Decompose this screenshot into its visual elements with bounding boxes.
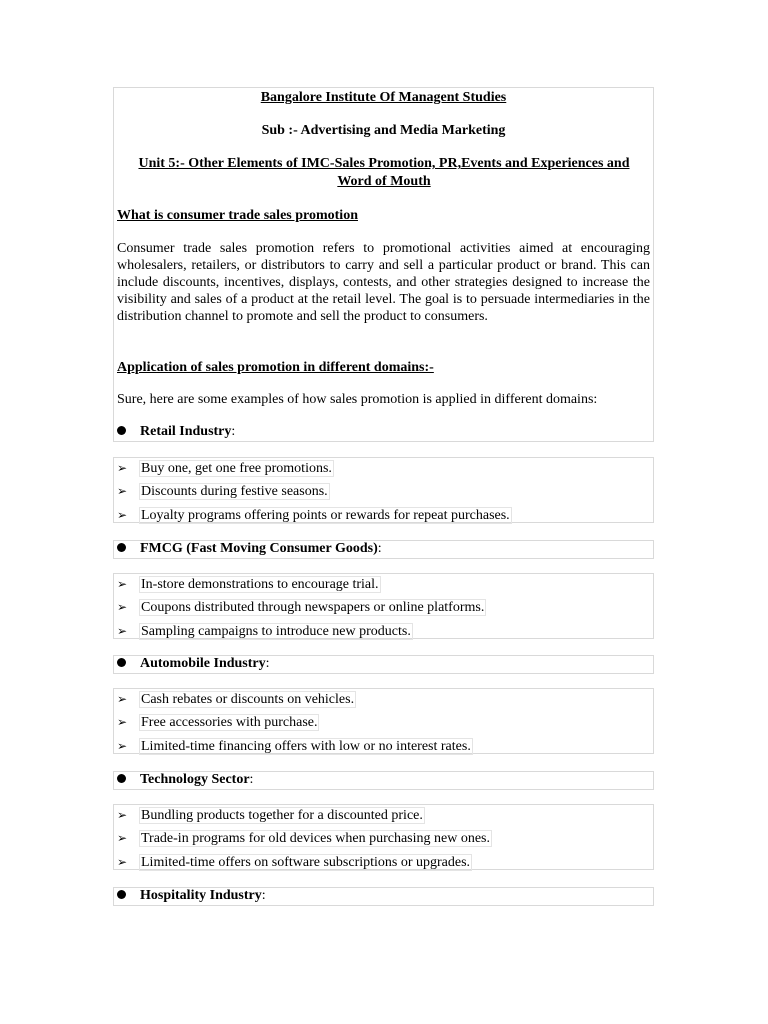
domain-heading-automobile: Automobile Industry: (113, 655, 654, 674)
arrow-bullet-icon: ➢ (117, 484, 128, 498)
bullet-icon (117, 543, 126, 552)
arrow-bullet-icon: ➢ (117, 715, 128, 729)
list-item: ➢ Free accessories with purchase. (117, 715, 318, 730)
fmcg-list (113, 573, 654, 639)
domain-title: Automobile Industry (140, 656, 266, 671)
list-item: ➢ Bundling products together for a discounted price. (117, 808, 423, 823)
arrow-bullet-icon: ➢ (117, 461, 128, 475)
consumer-trade-heading: What is consumer trade sales promotion (117, 208, 358, 223)
institute-title: Bangalore Institute Of Managent Studies (260, 90, 507, 105)
list-item: ➢ Buy one, get one free promotions. (117, 461, 332, 476)
technology-list (113, 804, 654, 870)
retail-list (113, 457, 654, 523)
bullet-icon (117, 890, 126, 899)
list-item: ➢ Cash rebates or discounts on vehicles. (117, 692, 355, 707)
domain-heading-fmcg: FMCG (Fast Moving Consumer Goods): (113, 540, 654, 559)
arrow-bullet-icon: ➢ (117, 508, 128, 522)
unit-title: Unit 5:- Other Elements of IMC-Sales Promotion, PR,Events and Experiences and Word of Mouth (138, 156, 630, 189)
bullet-icon (117, 774, 126, 783)
arrow-bullet-icon: ➢ (117, 831, 128, 845)
list-item: ➢ Coupons distributed through newspapers or online platforms. (117, 600, 485, 615)
domain-title: Technology Sector (140, 772, 250, 787)
arrow-bullet-icon: ➢ (117, 692, 128, 706)
arrow-bullet-icon: ➢ (117, 624, 128, 638)
application-intro: Sure, here are some examples of how sales promotion is applied in different domains: (117, 392, 598, 407)
domain-title: Hospitality Industry (140, 888, 262, 903)
arrow-bullet-icon: ➢ (117, 855, 128, 869)
list-item: ➢ Limited-time financing offers with low or no interest rates. (117, 739, 471, 754)
domain-title: Retail Industry (140, 424, 232, 439)
domain-title: FMCG (Fast Moving Consumer Goods) (140, 541, 378, 556)
list-item: ➢ In-store demonstrations to encourage trial. (117, 577, 379, 592)
list-item: ➢ Discounts during festive seasons. (117, 484, 328, 499)
domain-heading-hospitality: Hospitality Industry: (113, 887, 654, 906)
arrow-bullet-icon: ➢ (117, 600, 128, 614)
arrow-bullet-icon: ➢ (117, 739, 128, 753)
intro-block (113, 87, 654, 442)
consumer-trade-paragraph: Consumer trade sales promotion refers to promotional activities aimed at encouraging wholesalers, retailers, or distributors to carry and sell a particular product or brand. This can include discounts, incentives, displays, contests, and other strategies designed to increase the visibility and sales of a product at the retail level. The goal is to persuade intermediaries in the distribution channel to promote and sell the product to consumers. (117, 241, 650, 324)
arrow-bullet-icon: ➢ (117, 808, 128, 822)
subject-title: Sub :- Advertising and Media Marketing (261, 123, 506, 138)
list-item: ➢ Trade-in programs for old devices when purchasing new ones. (117, 831, 491, 846)
list-item: ➢ Sampling campaigns to introduce new products. (117, 624, 411, 639)
list-item: ➢ Limited-time offers on software subscriptions or upgrades. (117, 855, 471, 870)
automobile-list (113, 688, 654, 754)
domain-heading-retail: Retail Industry: (117, 423, 235, 441)
arrow-bullet-icon: ➢ (117, 577, 128, 591)
domain-heading-technology: Technology Sector: (113, 771, 654, 790)
bullet-icon (117, 426, 126, 435)
application-heading: Application of sales promotion in different domains:- (117, 360, 434, 375)
bullet-icon (117, 658, 126, 667)
list-item: ➢ Loyalty programs offering points or rewards for repeat purchases. (117, 508, 510, 523)
